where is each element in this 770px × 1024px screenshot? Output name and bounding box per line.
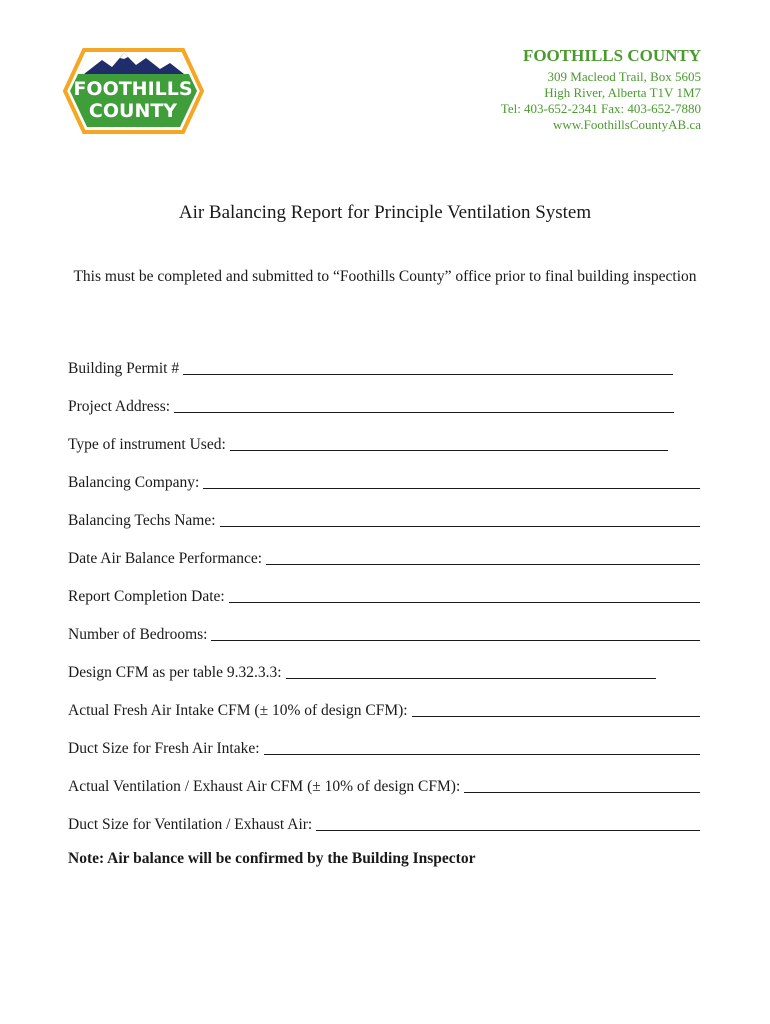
field-label: Duct Size for Fresh Air Intake: — [68, 740, 260, 757]
field-label: Duct Size for Ventilation / Exhaust Air: — [68, 816, 313, 833]
field-exhaust-duct-size[interactable] — [68, 814, 700, 834]
field-label: Design CFM as per table 9.32.3.3: — [68, 664, 282, 681]
intro-text: This must be completed and submitted to “Foothills County” office prior to final building inspection — [73, 268, 697, 285]
field-label: Type of instrument Used: — [68, 436, 226, 453]
field-project-address[interactable] — [68, 396, 700, 416]
letterhead — [501, 46, 701, 133]
field-balancing-company[interactable] — [68, 472, 700, 492]
field-exhaust-air-cfm[interactable] — [68, 776, 700, 796]
field-report-completion-date[interactable] — [68, 586, 700, 606]
fill-line[interactable] — [203, 487, 700, 489]
fill-line[interactable] — [230, 449, 668, 451]
field-label: Project Address: — [68, 398, 171, 415]
fill-line[interactable] — [286, 677, 656, 679]
org-name: FOOTHILLS COUNTY — [522, 46, 701, 65]
fill-line[interactable] — [183, 373, 673, 375]
address-line-2: High River, Alberta T1V 1M7 — [544, 85, 701, 100]
phone-fax: Tel: 403-652-2341 Fax: 403-652-7880 — [500, 101, 701, 116]
fill-line[interactable] — [266, 563, 700, 565]
field-label: Date Air Balance Performance: — [68, 550, 263, 567]
field-fresh-air-intake-cfm[interactable] — [68, 700, 700, 720]
field-label: Balancing Techs Name: — [68, 512, 216, 529]
address-line-1: 309 Macleod Trail, Box 5605 — [547, 69, 701, 84]
fill-line[interactable] — [211, 639, 700, 641]
field-number-of-bedrooms[interactable] — [68, 624, 700, 644]
fill-line[interactable] — [220, 525, 700, 527]
field-label: Building Permit # — [68, 360, 180, 377]
field-date-performance[interactable] — [68, 548, 700, 568]
field-label: Actual Ventilation / Exhaust Air CFM (± 10% of design CFM): — [68, 778, 461, 795]
inspector-note: Note: Air balance will be confirmed by the Building Inspector — [68, 850, 476, 867]
logo-text-line1: FOOTHILLS — [73, 78, 193, 100]
fill-line[interactable] — [264, 753, 700, 755]
fill-line[interactable] — [316, 829, 700, 831]
field-techs-name[interactable] — [68, 510, 700, 530]
website-link[interactable]: www.FoothillsCountyAB.ca — [553, 117, 701, 132]
fill-line[interactable] — [464, 791, 700, 793]
logo-text-line2: COUNTY — [88, 100, 178, 122]
fill-line[interactable] — [229, 601, 700, 603]
field-instrument-type[interactable] — [68, 434, 700, 454]
field-fresh-air-duct-size[interactable] — [68, 738, 700, 758]
field-building-permit[interactable] — [68, 358, 700, 378]
document-title: Air Balancing Report for Principle Ventilation System — [178, 202, 592, 223]
field-label: Report Completion Date: — [68, 588, 225, 605]
fill-line[interactable] — [174, 411, 674, 413]
field-design-cfm[interactable] — [68, 662, 700, 682]
field-label: Balancing Company: — [68, 474, 200, 491]
foothills-county-logo — [62, 47, 205, 135]
field-label: Number of Bedrooms: — [68, 626, 208, 643]
fill-line[interactable] — [412, 715, 700, 717]
field-label: Actual Fresh Air Intake CFM (± 10% of design CFM): — [68, 702, 408, 719]
